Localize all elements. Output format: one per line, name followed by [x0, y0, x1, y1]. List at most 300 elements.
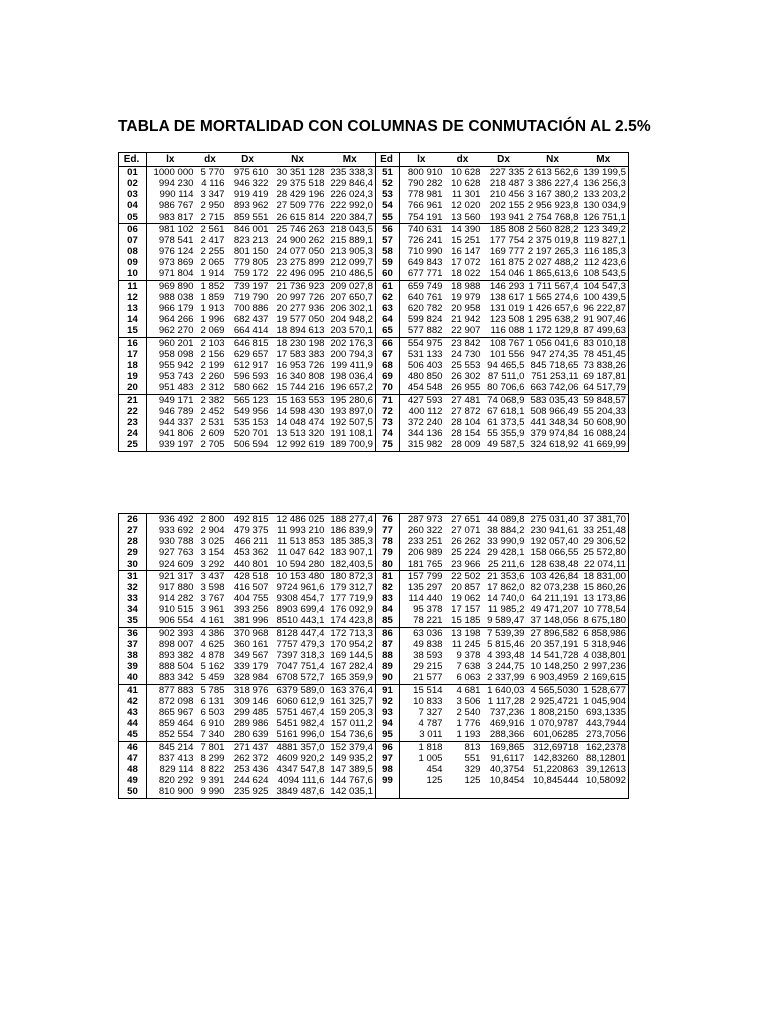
cell-Nx: 12 486 025	[276, 513, 325, 525]
cell-dx: 4 116	[201, 178, 225, 189]
cell-Dx: 339 179	[233, 661, 269, 673]
cell-dx: 3 347	[200, 189, 225, 201]
cell-dx: 2 069	[196, 326, 227, 338]
cell-Mx: 165 359,9	[327, 673, 376, 685]
cell-lx: 990 114	[159, 189, 194, 201]
cell-age-right: 93	[376, 707, 400, 718]
table-row	[119, 428, 629, 439]
table-row	[119, 525, 629, 536]
cell-Dx: 535 153	[233, 417, 269, 428]
cell-Nx: 7757 479,3	[276, 639, 325, 650]
table-row	[119, 178, 629, 189]
cell-Mx-right: 13 173,86	[583, 593, 626, 605]
cell-age: 32	[119, 582, 147, 593]
column-header-Dx-right: Dx	[483, 153, 527, 167]
cell-Nx-right: 103 426,84	[530, 570, 579, 582]
table-row	[119, 627, 629, 639]
cell-Nx: 14 598 430	[276, 405, 325, 417]
cell-Nx-right: 6 903,4959	[527, 673, 581, 685]
cell-Mx-right: 273,7056	[581, 730, 629, 742]
cell-Nx-right: 3 386 227,4	[527, 178, 579, 189]
table-row	[119, 212, 629, 224]
cell-age: 48	[119, 764, 147, 775]
cell-Mx: 229 846,4	[330, 178, 373, 189]
cell-age-right: 87	[376, 639, 400, 650]
cell-lx-right: 38 593	[413, 650, 443, 662]
table-row	[119, 570, 629, 582]
cell-Nx: 8903 699,4	[276, 604, 325, 616]
cell-Dx: 823 213	[233, 235, 269, 246]
cell-dx: 3 437	[200, 570, 225, 582]
cell-lx: 988 038	[158, 292, 194, 303]
cell-Nx: 16 340 808	[276, 371, 325, 383]
cell-Nx-right: 1 426 657,6	[527, 303, 579, 315]
cell-age-right: 96	[376, 741, 400, 753]
cell-Nx: 5751 467,4	[276, 707, 325, 718]
cell-Dx-right: 40,3754	[489, 764, 525, 775]
cell-lx: 859 464	[158, 718, 194, 730]
cell-lx: 986 767	[158, 200, 194, 212]
cell-Dx-right: 91,6117	[490, 752, 525, 764]
cell-dx: 2 156	[200, 349, 225, 360]
cell-dx: 1 913	[200, 303, 225, 315]
cell-age: 14	[119, 314, 147, 325]
cell-lx-right: 4 787	[418, 718, 443, 730]
cell-age-right: 97	[376, 753, 400, 764]
cell-dx: 2 260	[200, 371, 225, 383]
cell-lx-right: 766 961	[407, 200, 443, 212]
cell-lx: 930 788	[158, 536, 194, 548]
cell-age: 15	[119, 326, 147, 338]
cell-age-right: 80	[376, 559, 400, 571]
cell-Dx-right: 4 393,48	[487, 650, 525, 662]
cell-lx: 971 804	[147, 269, 196, 281]
column-header-age: Ed.	[119, 153, 147, 167]
cell-age: 04	[119, 201, 147, 212]
cell-age-right: 92	[376, 696, 400, 707]
cell-lx: 969 890	[158, 280, 194, 292]
cell-lx-right: 344 136	[407, 428, 443, 440]
cell-Dx-right: 146 293	[489, 280, 525, 292]
cell-age-right: 61	[376, 280, 400, 292]
table-row	[119, 349, 629, 360]
cell-age-right: 72	[376, 406, 400, 417]
cell-Nx: 22 496 095	[271, 269, 327, 281]
cell-Nx: 26 615 814	[271, 212, 327, 224]
cell-lx-right: 778 981	[407, 189, 443, 201]
cell-age: 13	[119, 303, 147, 314]
cell-Nx: 20 997 726	[276, 292, 325, 303]
cell-Nx: 27 509 776	[276, 200, 325, 212]
table-row	[119, 718, 629, 729]
cell-dx-right: 17 072	[451, 257, 481, 269]
cell-Mx: 174 423,8	[327, 616, 376, 628]
cell-dx: 3 598	[200, 582, 225, 593]
cell-Mx-right: 55 204,33	[583, 405, 626, 417]
table-row	[119, 235, 629, 246]
cell-dx: 2 452	[200, 405, 225, 417]
cell-Dx-right: 116 088	[483, 326, 527, 338]
cell-Nx: 5161 996,0	[271, 730, 327, 742]
cell-Dx-right: 17 862,0	[487, 582, 525, 593]
cell-lx-right	[400, 787, 445, 799]
table-row	[119, 582, 629, 593]
cell-Dx: 779 805	[233, 257, 269, 269]
cell-lx-right: 454 548	[400, 383, 445, 395]
cell-age: 02	[119, 178, 147, 189]
cell-Dx: 739 197	[233, 280, 269, 292]
cell-dx-right: 10 628	[451, 178, 481, 189]
cell-Nx-right: 192 057,40	[530, 536, 579, 548]
cell-lx: 955 942	[158, 360, 194, 371]
cell-dx: 9 990	[200, 786, 225, 798]
cell-Dx-right: 9 589,47	[483, 616, 527, 628]
cell-Mx-right: 4 038,801	[583, 650, 626, 662]
cell-Dx-right: 3 244,75	[487, 661, 525, 673]
cell-dx: 2 103	[200, 337, 225, 349]
cell-Dx-right: 101 556	[489, 349, 525, 360]
cell-dx: 2 255	[200, 246, 225, 258]
cell-age-right: 84	[376, 605, 400, 616]
cell-Dx-right: 131 019	[489, 303, 525, 315]
cell-lx: 978 541	[158, 235, 194, 246]
cell-Mx: 154 736,6	[327, 730, 376, 742]
cell-Nx-right: 2 613 562,6	[527, 166, 579, 178]
cell-age-right: 63	[376, 303, 400, 314]
cell-Mx-right: 16 088,24	[583, 428, 626, 440]
cell-age: 45	[119, 730, 147, 742]
cell-lx-right: 790 282	[407, 178, 443, 189]
cell-dx-right: 27 872	[451, 405, 481, 417]
cell-Mx: 192 507,5	[330, 417, 373, 428]
cell-Dx: 271 437	[233, 741, 269, 753]
cell-Nx: 30 351 128	[276, 166, 325, 178]
cell-dx: 9 391	[200, 775, 225, 787]
cell-lx-right: 726 241	[407, 235, 443, 246]
cell-Mx-right: 22 074,11	[581, 559, 629, 571]
cell-lx: 941 806	[158, 428, 194, 440]
cell-dx: 5 770	[200, 166, 225, 178]
cell-Nx-right: 751 253,11	[531, 371, 579, 383]
cell-Mx-right: 69 187,81	[583, 371, 626, 383]
cell-Nx-right: 158 066,55	[530, 547, 579, 559]
cell-Dx-right: 33 990,9	[487, 536, 525, 548]
cell-Nx: 14 048 474	[276, 417, 325, 428]
cell-Nx: 10 594 280	[271, 559, 327, 571]
cell-age: 29	[119, 548, 147, 559]
cell-dx-right: 20 857	[451, 582, 481, 593]
cell-Mx-right: 162,2378	[585, 741, 626, 753]
cell-Nx: 7047 751,4	[276, 661, 325, 673]
cell-Dx: 428 518	[233, 570, 269, 582]
cell-lx-right: 260 322	[407, 525, 443, 536]
cell-Dx-right: 161 875	[489, 257, 525, 269]
cell-Nx-right: 82 073,238	[530, 582, 579, 593]
cell-dx: 2 417	[200, 235, 225, 246]
cell-age: 12	[119, 292, 147, 303]
cell-Mx-right: 10 778,54	[583, 604, 626, 616]
cell-dx: 2 950	[200, 200, 225, 212]
cell-dx: 5 785	[200, 684, 225, 696]
cell-dx: 3 025	[200, 536, 225, 548]
cell-Dx-right: 61 373,5	[487, 417, 525, 428]
column-header-age-right: Ed	[376, 153, 400, 167]
cell-Mx: 215 889,1	[330, 235, 373, 246]
cell-Nx-right: 49 471,207	[530, 604, 579, 616]
cell-lx: 949 171	[158, 394, 194, 406]
cell-dx: 7 340	[196, 730, 227, 742]
cell-Dx: 299 485	[233, 707, 269, 718]
cell-age-right: 62	[376, 292, 400, 303]
table-row	[119, 787, 629, 799]
cell-Dx-right: 185 808	[489, 223, 525, 235]
cell-Mx: 206 302,1	[330, 303, 373, 315]
cell-dx-right: 7 638	[456, 661, 481, 673]
cell-Mx-right: 6 858,986	[583, 627, 626, 639]
cell-lx: 951 483	[147, 383, 196, 395]
cell-age: 49	[119, 775, 147, 786]
cell-dx: 4 161	[196, 616, 227, 628]
cell-dx: 1 914	[196, 269, 227, 281]
cell-Mx: 202 176,3	[330, 337, 373, 349]
cell-Nx: 9724 961,6	[276, 582, 325, 593]
cell-lx-right: 3 011	[400, 730, 445, 742]
table-row	[119, 764, 629, 775]
cell-Mx: 199 411,9	[331, 360, 373, 371]
cell-Mx: 161 325,7	[330, 696, 373, 707]
cell-Dx: 440 801	[227, 559, 271, 571]
cell-Mx: 200 794,3	[330, 349, 373, 360]
cell-Mx-right: 1 528,677	[583, 684, 626, 696]
table-row	[119, 684, 629, 696]
table-row	[119, 616, 629, 628]
cell-Dx-right: 67 618,1	[487, 405, 525, 417]
cell-age: 37	[119, 639, 147, 650]
cell-Dx: 479 375	[233, 525, 269, 536]
cell-age: 26	[119, 514, 147, 526]
cell-Mx-right: 41 669,99	[583, 439, 626, 451]
cell-dx-right: 26 302	[451, 371, 481, 383]
cell-dx-right: 15 251	[451, 235, 481, 246]
cell-lx-right: 10 833	[413, 696, 443, 707]
cell-Dx-right: 87 511,0	[487, 371, 525, 383]
cell-dx: 6 131	[200, 696, 225, 707]
cell-dx: 1 852	[200, 280, 225, 292]
cell-dx-right: 125	[464, 775, 481, 787]
cell-Dx: 309 146	[233, 696, 269, 707]
cell-Mx: 159 205,3	[330, 707, 373, 718]
cell-Mx-right: 1 045,904	[583, 696, 626, 707]
table-row	[119, 246, 629, 257]
cell-lx-right: 1 818	[418, 741, 443, 753]
table-row	[119, 514, 629, 526]
cell-age-right: 91	[376, 684, 400, 696]
cell-Mx-right: 39,12613	[585, 764, 626, 775]
cell-Nx: 4609 920,2	[276, 752, 325, 764]
cell-age: 34	[119, 605, 147, 616]
cell-age-right: 89	[376, 661, 400, 672]
cell-Nx-right: 37 148,056	[527, 616, 581, 628]
table-row	[119, 314, 629, 325]
table-row	[119, 639, 629, 650]
cell-Mx: 209 027,8	[330, 280, 373, 292]
cell-lx: 898 007	[158, 639, 194, 650]
cell-lx-right: 125	[426, 775, 443, 787]
cell-age-right: 82	[376, 582, 400, 593]
cell-Mx-right: 133 203,2	[583, 189, 626, 201]
cell-Dx-right: 5 815,46	[487, 639, 525, 650]
cell-age: 39	[119, 661, 147, 672]
cell-Mx-right: 126 751,1	[581, 212, 629, 224]
cell-Nx-right: 2 027 488,2	[527, 257, 579, 269]
cell-lx: 810 900	[158, 786, 194, 798]
cell-Nx: 12 992 619	[276, 439, 325, 451]
cell-Nx-right: 845 718,65	[530, 360, 579, 371]
cell-Dx: 253 436	[233, 764, 269, 775]
cell-age: 25	[119, 440, 147, 452]
table-row	[119, 696, 629, 707]
cell-lx-right: 640 761	[407, 292, 443, 303]
cell-lx-right: 78 221	[400, 616, 445, 628]
cell-dx: 2 065	[200, 257, 225, 269]
cell-dx-right: 20 958	[451, 303, 481, 315]
cell-Mx-right: 64 517,79	[581, 383, 629, 395]
cell-dx-right: 25 553	[451, 360, 481, 371]
cell-age: 17	[119, 349, 147, 360]
cell-Dx: 919 419	[233, 189, 269, 201]
cell-lx: 962 270	[147, 326, 196, 338]
cell-age: 35	[119, 616, 147, 628]
cell-Mx-right: 15 860,26	[583, 582, 626, 593]
cell-dx-right: 25 224	[451, 547, 481, 559]
mortality-table-lower	[118, 513, 629, 799]
cell-age: 09	[119, 258, 147, 269]
cell-Mx-right: 78 451,45	[583, 349, 626, 360]
cell-lx: 960 201	[158, 337, 194, 349]
cell-dx: 2 561	[200, 223, 225, 235]
cell-Nx-right: 1 865,613,6	[527, 268, 579, 280]
cell-age: 06	[119, 223, 147, 235]
cell-lx-right: 15 514	[413, 684, 443, 696]
cell-age-right: 75	[376, 440, 400, 452]
cell-age-right: 88	[376, 650, 400, 661]
cell-dx: 3 154	[200, 547, 225, 559]
cell-Mx-right: 104 547,3	[583, 280, 626, 292]
cell-Mx: 147 389,5	[330, 764, 373, 775]
cell-Dx: 846 001	[233, 223, 269, 235]
cell-lx-right: 599 824	[407, 314, 443, 326]
cell-Dx: 975 610	[233, 166, 269, 178]
cell-Nx: 3849 487,6	[276, 786, 325, 798]
cell-lx: 924 609	[147, 559, 196, 571]
cell-Dx: 453 362	[233, 547, 269, 559]
cell-Nx: 6060 612,9	[276, 696, 325, 707]
cell-lx: 883 342	[147, 673, 196, 685]
cell-dx: 2 531	[200, 417, 225, 428]
cell-Mx: 142 035,1	[330, 786, 373, 798]
cell-dx-right: 26 955	[445, 383, 483, 395]
cell-Mx-right: 83 010,18	[583, 337, 626, 349]
cell-lx-right: 135 297	[407, 582, 443, 593]
cell-Nx-right: 128 638,48	[527, 559, 581, 571]
cell-Nx: 28 429 196	[276, 189, 325, 201]
cell-Nx: 15 163 553	[276, 394, 325, 406]
cell-Dx-right: 193 941	[483, 212, 527, 224]
cell-dx-right: 9 378	[456, 650, 481, 662]
cell-dx: 4 878	[200, 650, 225, 662]
cell-dx: 2 609	[200, 428, 225, 440]
cell-age: 11	[119, 280, 147, 292]
cell-Nx-right: 51,220863	[533, 764, 579, 775]
cell-Nx-right: 1 711 567,4	[528, 280, 579, 292]
column-header-dx: dx	[196, 153, 227, 167]
cell-Dx-right: 154 046	[483, 269, 527, 281]
cell-dx-right: 22 502	[451, 570, 481, 582]
cell-dx: 3 292	[196, 559, 227, 571]
cell-lx-right: 620 782	[407, 303, 443, 315]
cell-Mx: 144 767,6	[330, 775, 373, 787]
cell-age: 27	[119, 525, 147, 536]
cell-lx: 966 179	[158, 303, 194, 315]
cell-age-right: 74	[376, 428, 400, 439]
cell-Dx-right: 25 211,6	[483, 559, 527, 571]
cell-Nx-right: 583 035,43	[530, 394, 579, 406]
cell-Nx: 11 993 210	[277, 525, 325, 536]
cell-age: 33	[119, 593, 147, 604]
cell-Dx: 416 507	[233, 582, 269, 593]
cell-Dx-right: 227 335	[489, 166, 525, 178]
cell-Nx-right: 1 056 041,6	[527, 337, 579, 349]
cell-Dx-right: 49 587,5	[487, 439, 525, 451]
cell-dx-right: 15 185	[445, 616, 483, 628]
cell-lx: 936 492	[158, 513, 194, 525]
table-row	[119, 673, 629, 685]
cell-Mx: 152 379,4	[330, 741, 373, 753]
cell-Mx: 196 657,2	[327, 383, 376, 395]
cell-Mx: 193 897,0	[330, 405, 373, 417]
table-row	[119, 536, 629, 547]
cell-Nx-right: 20 357,191	[530, 639, 579, 650]
cell-Nx: 24 077 050	[276, 246, 325, 258]
cell-lx-right: 740 631	[407, 223, 443, 235]
cell-age-right: 69	[376, 371, 400, 382]
cell-Nx: 6708 572,7	[271, 673, 327, 685]
table-row	[119, 707, 629, 718]
cell-Mx-right: 8 675,180	[581, 616, 629, 628]
cell-lx: 958 098	[158, 349, 194, 360]
cell-dx-right: 14 390	[451, 223, 481, 235]
cell-dx-right: 18 988	[451, 280, 481, 292]
cell-Nx-right: 2 375 019,8	[527, 235, 579, 246]
cell-Dx: 549 956	[233, 405, 269, 417]
cell-Mx-right: 59 848,57	[583, 394, 626, 406]
cell-lx-right: 454	[426, 764, 443, 775]
cell-age: 44	[119, 718, 147, 729]
cell-Mx: 188 277,4	[330, 513, 373, 525]
cell-Mx: 179 312,7	[330, 582, 373, 593]
cell-age: 16	[119, 337, 147, 349]
cell-dx: 2 382	[200, 394, 225, 406]
cell-Dx-right: 29 428,1	[487, 547, 525, 559]
cell-dx-right: 19 979	[451, 292, 481, 303]
cell-age-right: 71	[376, 394, 400, 406]
cell-Dx-right: 21 353,6	[487, 570, 525, 582]
cell-Nx: 11 513 853	[277, 536, 325, 548]
cell-Dx: 893 962	[233, 200, 269, 212]
cell-Mx-right: 96 222,87	[583, 303, 626, 315]
cell-lx-right: 506 403	[407, 360, 443, 371]
cell-age-right: 98	[376, 764, 400, 775]
